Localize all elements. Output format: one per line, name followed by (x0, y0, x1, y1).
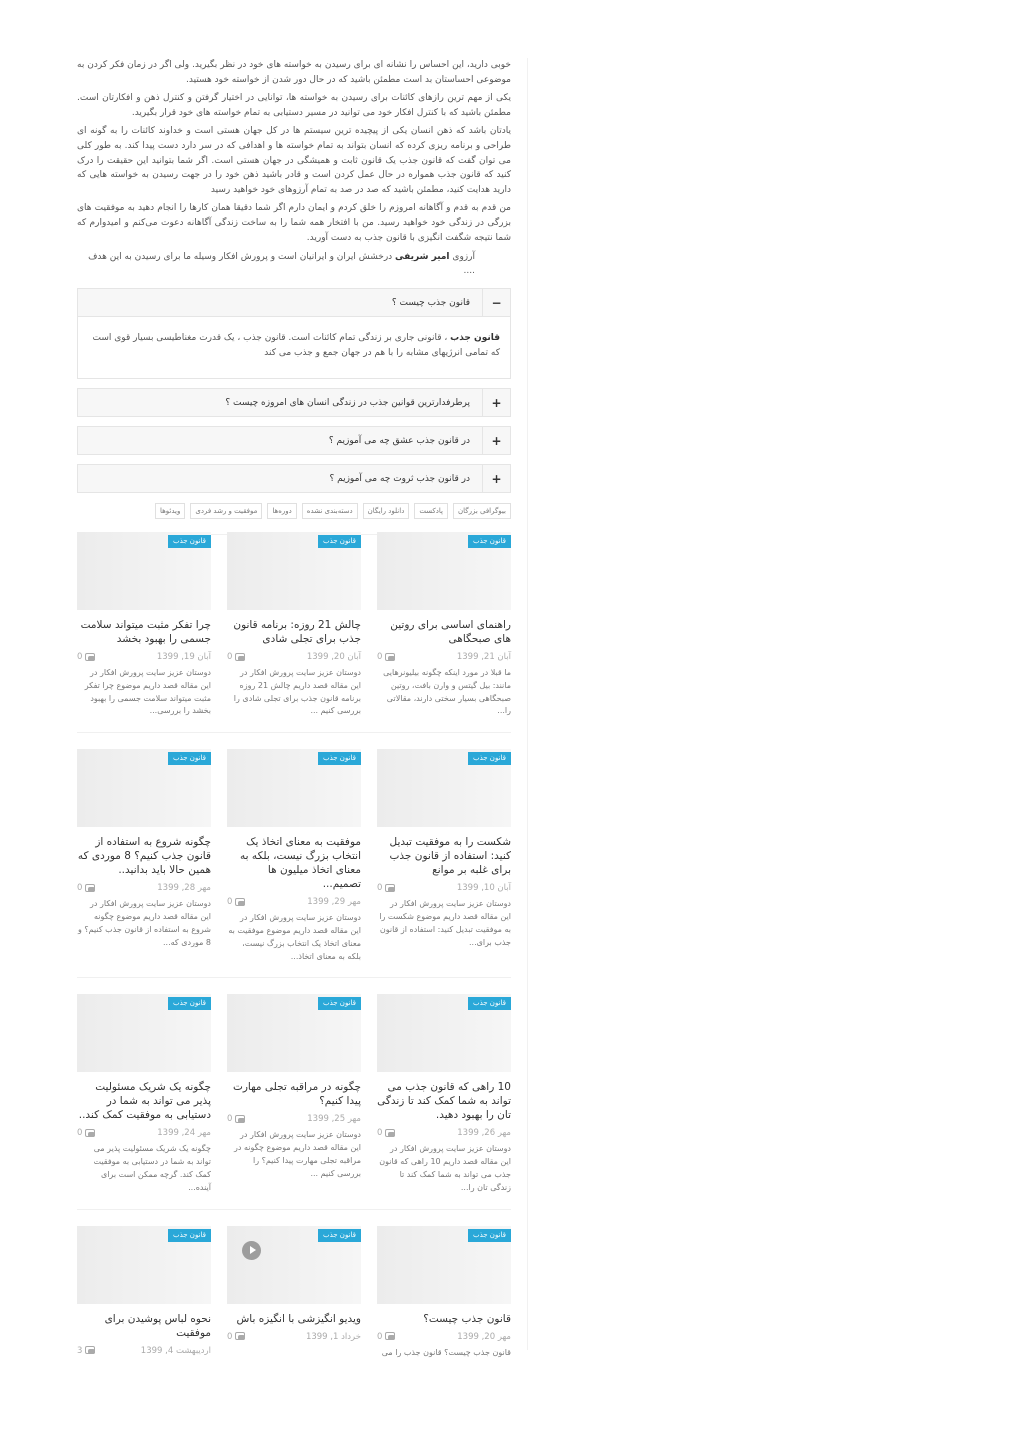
comment-count-value: 0 (227, 1331, 233, 1342)
post-meta (377, 883, 511, 893)
category-badge[interactable]: قانون جذب (318, 997, 361, 1010)
faq-item-1 (77, 288, 511, 379)
comments-icon (235, 898, 246, 907)
author-name: امیر شریفی (395, 252, 450, 263)
comment-count-value: 0 (377, 1128, 383, 1139)
post-excerpt: چگونه یک شریک مسئولیت پذیر می تواند به شما در دستیابی به موفقیت کمک کند. گرچه ممکن است برای آینده... (93, 1144, 211, 1192)
comment-count[interactable] (377, 1128, 396, 1138)
article-content (77, 58, 511, 535)
post-thumbnail[interactable] (77, 1226, 211, 1304)
tag-link[interactable]: پادکست (414, 503, 448, 519)
faq-item-3 (77, 426, 511, 455)
comment-count-value: 0 (227, 897, 233, 908)
comment-count-value: 0 (227, 652, 233, 662)
post-meta (77, 1346, 211, 1356)
faq-title: در قانون جذب ثروت چه می آموزیم ؟ (329, 473, 470, 484)
comments-icon (385, 884, 396, 893)
post-thumbnail[interactable] (227, 994, 361, 1072)
posts-row (77, 1226, 511, 1374)
posts-row (77, 994, 511, 1209)
post-date: آبان 19, 1399 (156, 652, 211, 662)
post-thumbnail[interactable] (377, 994, 511, 1072)
comment-count-value: 3 (77, 1345, 83, 1356)
category-badge[interactable]: قانون جذب (468, 535, 511, 548)
intro-paragraph-1: خوبی دارید، این احساس را نشانه ای برای رسیدن به خواسته های خود در نظر بگیرید. ولی اگر در زمان فکر کردن به موضوعی احساستان بد است مطمئن باشید که در حال دور شدن از خواسته خود هستید. (77, 60, 511, 85)
comment-count[interactable] (77, 1346, 96, 1356)
comments-icon (385, 1129, 396, 1138)
category-badge[interactable]: قانون جذب (168, 535, 211, 548)
category-badge[interactable]: قانون جذب (318, 1229, 361, 1242)
post-thumbnail[interactable] (227, 1226, 361, 1304)
comment-count[interactable] (227, 652, 246, 662)
faq-answer-text: ، قانونی جاری بر زندگی تمام کائنات است. قانون جذب ، یک قدرت مغناطیسی بسیار قوی است که تمامی انرژیهای مشابه را با هم در جهان جمع و جذب می کند (92, 333, 500, 359)
post-card (377, 994, 511, 1208)
tag-link[interactable]: موفقیت و رشد فردی (190, 503, 262, 519)
post-thumbnail[interactable] (377, 532, 511, 610)
post-card (77, 749, 211, 977)
intro-paragraph-2: یکی از مهم ترین رازهای کائنات برای رسیدن به خواسته ها، توانایی در اختیار گرفتن و کنترل ذهن و افکارتان است. مطمئن باشید که با کنترل افکار خود می توانید در مسیر دستیابی به تمام خواسته های خود قرار بگیرید. (77, 93, 511, 118)
post-excerpt: دوستان عزیز سایت پرورش افکار در این مقاله قصد داریم 10 راهی که قانون جذب می تواند به شما کمک کند تا زندگی تان را... (379, 1144, 511, 1192)
comment-count-value: 0 (377, 883, 383, 894)
post-thumbnail[interactable] (227, 532, 361, 610)
comment-count[interactable] (377, 1332, 396, 1342)
comment-count-value: 0 (77, 883, 83, 894)
category-badge[interactable]: قانون جذب (318, 752, 361, 765)
faq-header[interactable] (78, 427, 510, 454)
post-card (227, 994, 361, 1208)
post-title[interactable]: چگونه یک شریک مسئولیت پذیر می تواند به شما در دستیابی به موفقیت کمک کند.. (78, 1081, 211, 1122)
post-title[interactable]: ویدیو انگیزشی با انگیزه باش (236, 1312, 361, 1325)
category-badge[interactable]: قانون جذب (168, 752, 211, 765)
post-date: آبان 10, 1399 (456, 883, 511, 894)
post-title[interactable]: شکست را به موفقیت تبدیل کنید: استفاده از قانون جذب برای غلبه بر موانع (389, 836, 511, 877)
post-title[interactable]: چرا تفکر مثبت میتواند سلامت جسمی را بهبود بخشد (80, 619, 211, 645)
post-date: مهر 25, 1399 (307, 1114, 361, 1125)
sidebar-divider (527, 58, 528, 1350)
comments-icon (85, 1346, 96, 1355)
post-card (377, 749, 511, 977)
post-card (377, 532, 511, 732)
post-thumbnail[interactable] (377, 749, 511, 827)
post-thumbnail[interactable] (77, 994, 211, 1072)
comment-count[interactable] (77, 652, 96, 662)
intro-paragraph-4: من قدم به قدم و آگاهانه امروزم را خلق کردم و ایمان دارم اگر شما دقیقا همان کارها را انجام دهید به موفقیت های بزرگی در زندگی خود خواهید رسید. من با افتخار همه شما را به ساخت زندگی آگاهانه دعوت می‌کنم و امیدوارم که شما نتیجه شگفت انگیزی با قانون جذب به دست آورید. (77, 203, 511, 243)
post-excerpt: دوستان عزیز سایت پرورش افکار در این مقاله قصد داریم موضوع چگونه شروع به استفاده از قانون جذب کنیم؟ و 8 موردی که... (78, 899, 211, 947)
faq-title: قانون جذب چیست ؟ (391, 297, 470, 308)
signature-line (77, 250, 475, 278)
tag-link[interactable]: دانلود رایگان (363, 503, 410, 519)
post-excerpt: دوستان عزیز سایت پرورش افکار در این مقاله قصد داریم موضوع شکست را به موفقیت تبدیل کنید: استفاده از قانون جذب برای... (379, 899, 511, 947)
post-meta (377, 652, 511, 662)
post-meta (227, 897, 361, 907)
comments-icon (235, 1332, 246, 1341)
post-excerpt: دوستان عزیز سایت پرورش افکار در این مقاله قصد داریم موضوع چرا تفکر مثبت میتواند سلامت جسمی را بهبود بخشد را بررسی... (84, 668, 211, 716)
post-card (227, 749, 361, 977)
post-title[interactable]: نحوه لباس پوشیدن برای موفقیت (104, 1312, 211, 1339)
post-meta (377, 1332, 511, 1342)
post-date: مهر 29, 1399 (307, 897, 361, 908)
post-meta (77, 652, 211, 662)
faq-answer-bold: قانون جذب (450, 333, 500, 344)
post-thumbnail[interactable] (77, 532, 211, 610)
post-excerpt: دوستان عزیز سایت پرورش افکار در این مقاله قصد داریم موضوع چگونه در مراقبه تجلی مهارت پیدا کنیم؟ را بررسی کنیم ... (233, 1130, 361, 1178)
category-badge[interactable]: قانون جذب (468, 752, 511, 765)
comment-count[interactable] (377, 883, 396, 893)
tag-link[interactable]: دوره‌ها (267, 503, 296, 519)
post-card (77, 1226, 211, 1374)
post-meta (77, 883, 211, 893)
post-thumbnail[interactable] (77, 749, 211, 827)
faq-header[interactable] (78, 289, 510, 316)
comment-count-value: 0 (377, 652, 383, 662)
post-thumbnail[interactable] (227, 749, 361, 827)
posts-row (77, 749, 511, 978)
play-icon[interactable] (242, 1241, 261, 1260)
comment-count[interactable] (227, 897, 246, 907)
comment-count-value: 0 (77, 1128, 83, 1139)
category-badge[interactable]: قانون جذب (318, 535, 361, 548)
post-card (77, 994, 211, 1208)
faq-header[interactable] (78, 389, 510, 416)
faq-answer (78, 316, 510, 378)
post-date: مهر 20, 1399 (457, 1331, 511, 1342)
posts-row (77, 532, 511, 733)
comments-icon (235, 1115, 246, 1124)
plus-icon[interactable]: + (482, 427, 510, 454)
category-badge[interactable]: قانون جذب (468, 1229, 511, 1242)
comment-count[interactable] (227, 1114, 246, 1124)
comment-count-value: 0 (377, 1331, 383, 1342)
comments-icon (85, 1129, 96, 1138)
tag-link[interactable]: ویدئوها (155, 503, 185, 519)
minus-icon[interactable]: − (482, 289, 510, 316)
tag-link[interactable]: دسته‌بندی نشده (302, 503, 358, 519)
plus-icon[interactable]: + (482, 389, 510, 416)
comment-count[interactable] (77, 1128, 96, 1138)
post-date: خرداد 1, 1399 (305, 1331, 361, 1342)
post-thumbnail[interactable] (377, 1226, 511, 1304)
post-date: مهر 24, 1399 (157, 1128, 211, 1139)
post-meta (227, 1114, 361, 1124)
post-date: مهر 26, 1399 (457, 1128, 511, 1139)
post-excerpt: ما قبلا در مورد اینکه چگونه بیلیونرهایی مانند: بیل گیتس و وارن بافت، روتین صبحگاهی بسیار سختی دارند، مقالاتی را... (383, 668, 511, 716)
post-title[interactable]: راهنمای اساسی برای روتین های صبحگاهی (390, 619, 511, 645)
post-date: اردیبهشت 4, 1399 (140, 1345, 211, 1356)
post-title[interactable]: چگونه در مراقبه تجلی مهارت پیدا کنیم؟ (232, 1081, 361, 1108)
post-title[interactable]: قانون جذب چیست؟ (423, 1312, 511, 1325)
comment-count[interactable] (227, 1332, 246, 1342)
post-title[interactable]: 10 راهی که قانون جذب می تواند به شما کمک کند تا زندگی تان را بهبود دهید. (377, 1081, 511, 1122)
comments-icon (85, 884, 96, 893)
post-card (77, 532, 211, 732)
comment-count-value: 0 (227, 1114, 233, 1125)
post-meta (77, 1128, 211, 1138)
post-excerpt: قانون جذب چیست؟ قانون جذب را می (381, 1347, 511, 1357)
comment-count-value: 0 (77, 652, 83, 662)
comments-icon (385, 1332, 396, 1341)
intro-paragraph-3: یادتان باشد که ذهن انسان یکی از پیچیده ترین سیستم ها در کل جهان هستی است و خداوند کائنات را به گونه ای طراحی و برنامه ریزی کرده که انسان بتواند به تمام خواسته ها و اهدافی که در سر دارد دست پیدا کند. به طور کلی می توان گفت که قانون جذب یک قانون ثابت و همیشگی در جهان هستی است. اگر شما بتوانید این حقیقت را درک کنید که قانون جذب همواره در حال عمل کردن است و قادر باشید ذهن خود را در جهت رسیدن به خواسته هایی که دارید هدایت کنید، مطمئن باشید که صد در صد به تمام آرزوهای خود خواهید رسید (77, 126, 511, 195)
category-badge[interactable]: قانون جذب (168, 997, 211, 1010)
comments-icon (85, 653, 96, 662)
faq-header[interactable] (78, 465, 510, 492)
post-meta (227, 1332, 361, 1342)
comments-icon (235, 653, 246, 662)
category-badge[interactable]: قانون جذب (168, 1229, 211, 1242)
post-excerpt: دوستان عزیز سایت پرورش افکار در این مقاله قصد داریم موضوع موفقیت به معنای اتخاذ یک انتخاب بزرگ نیست، بلکه به معنای اتخاذ... (228, 913, 361, 961)
post-card (377, 1226, 511, 1374)
tag-link[interactable]: بیوگرافی بزرگان (453, 503, 511, 519)
tag-list (77, 503, 511, 535)
post-meta (227, 652, 361, 662)
plus-icon[interactable]: + (482, 465, 510, 492)
related-posts-grid (77, 532, 511, 1389)
faq-title: در قانون جذب عشق چه می آموزیم ؟ (328, 435, 470, 446)
post-card (227, 532, 361, 732)
signature-prefix: آرزوی (452, 252, 475, 263)
comment-count[interactable] (77, 883, 96, 893)
post-title[interactable]: چگونه شروع به استفاده از قانون جذب کنیم؟ 8 موردی که همین حالا باید بدانید.. (77, 836, 211, 877)
faq-item-4 (77, 464, 511, 493)
category-badge[interactable]: قانون جذب (468, 997, 511, 1010)
post-card (227, 1226, 361, 1374)
signature-text: درخشش ایران و ایرانیان است و پرورش افکار وسیله ما برای رسیدن به این هدف .... (88, 252, 475, 277)
post-date: آبان 20, 1399 (306, 652, 361, 662)
post-date: آبان 21, 1399 (456, 652, 511, 662)
post-date: مهر 28, 1399 (157, 883, 211, 894)
faq-title: پرطرفدارترین قوانین جذب در زندگی انسان های امروزه چیست ؟ (225, 397, 470, 408)
faq-item-2 (77, 388, 511, 417)
post-title[interactable]: چالش 21 روزه: برنامه قانون جذب برای تجلی شادی (233, 619, 361, 645)
comments-icon (385, 653, 396, 662)
comment-count[interactable] (377, 652, 396, 662)
post-excerpt: دوستان عزیز سایت پرورش افکار در این مقاله قصد داریم چالش 21 روزه برنامه قانون جذب برای تجلی شادی را بررسی کنیم ... (233, 668, 361, 716)
post-meta (377, 1128, 511, 1138)
post-title[interactable]: موفقیت به معنای اتخاذ یک انتخاب بزرگ نیست، بلکه به معنای اتخاذ میلیون ها تصمیم... (240, 836, 361, 891)
